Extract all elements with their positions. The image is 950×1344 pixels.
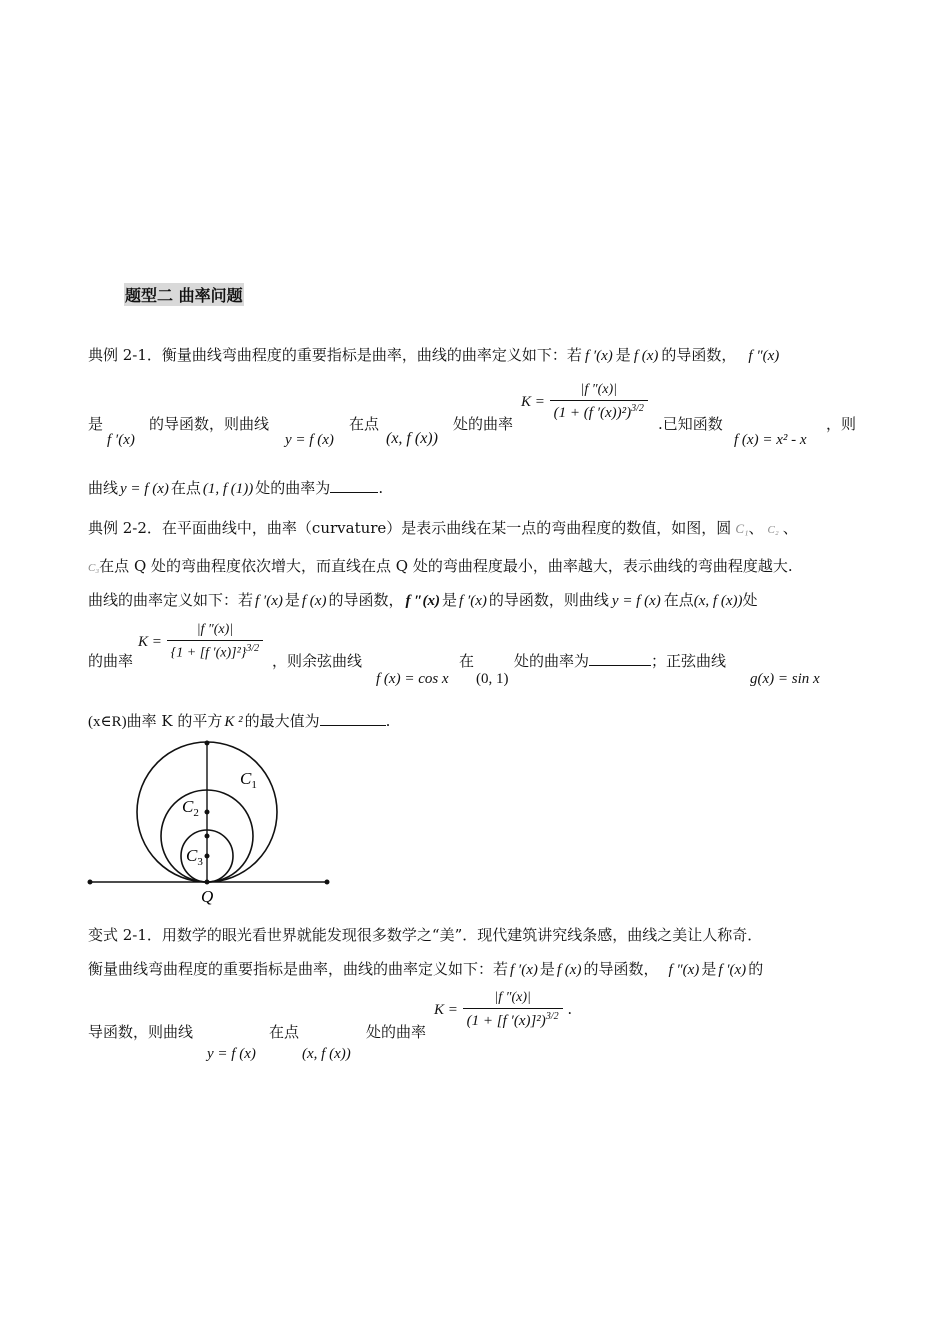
var21-l3a: 导函数，则曲线 — [88, 1023, 194, 1041]
ex21-l2d: 处的曲率 — [453, 415, 514, 433]
ex22-answer-blank-2[interactable] — [320, 725, 386, 726]
ex22-curvature-formula: K = $\frac{|f ''(x)|}{\{1 + [f '(x)]^2\}^{3/2}}$ — [138, 622, 263, 662]
label-c2: $C_2$ — [182, 797, 199, 819]
ex21-fp2: f ′(x) — [107, 432, 135, 448]
ex22-line1: 典例 2-2．在平面曲线中，曲率（curvature）是表示曲线在某一点的弯曲程度的数值，如图，圆 C₁、 C₂ 、 — [88, 519, 798, 537]
ex21-l2f: ，则 — [826, 415, 857, 433]
var21-line1: 变式 2-1．用数学的眼光看世界就能发现很多数学之“美”．现代建筑讲究线条感，曲线之美让人称奇． — [88, 926, 763, 944]
ex22-cosf: f (x) = cos x — [376, 671, 449, 687]
var21-line2: 衡量曲线弯曲程度的重要指标是曲率，曲线的曲率定义如下：若 f ′(x) 是 f (x) 的导函数， f ″(x) 是 f ′(x) 的 — [88, 960, 764, 978]
section-heading: 题型二 曲率问题 — [124, 283, 244, 306]
ex22-sinf: g(x) = sin x — [750, 671, 820, 687]
ex21-answer-blank[interactable] — [330, 492, 378, 493]
ex21-yfx: y = f (x) — [285, 432, 334, 448]
c3-center-point — [205, 854, 210, 859]
ex21-func: f (x) = x² - x — [734, 432, 807, 448]
ex22-l4c: 在 — [459, 652, 475, 670]
c2-center-point — [205, 834, 210, 839]
ex21-line1: 典例 2-1．衡量曲线弯曲程度的重要指标是曲率，曲线的曲率定义如下：若 f ′(x) 是 f (x) 的导函数， f ″(x) — [88, 346, 780, 364]
c1-top-point — [205, 741, 210, 746]
ex22-l4a: 的曲率 — [88, 652, 134, 670]
var21-l3c: 处的曲率 — [366, 1023, 427, 1041]
point-q — [205, 880, 210, 885]
ex21-l2b: 的导函数，则曲线 — [149, 415, 270, 433]
ex21-l2c: 在点 — [349, 415, 380, 433]
ex21-l2a: 是 — [88, 415, 104, 433]
var21-pt: (x, f (x)) — [302, 1046, 351, 1062]
line-endpoint-right — [325, 880, 330, 885]
ex22-l4b: ，则余弦曲线 — [272, 652, 363, 670]
ex22-line3: 曲线的曲率定义如下：若 f ′(x) 是 f (x) 的导函数， f ″(x) 是 f ′(x) 的导函数，则曲线 y = f (x) 在点(x, f (x))处 — [88, 591, 758, 609]
label-c3: $C_3$ — [186, 846, 203, 868]
ex21-pt: (x, f (x)) — [386, 430, 438, 447]
ex22-line2: C₃在点 Q 处的弯曲程度依次增大，而直线在点 Q 处的弯曲程度最小，曲率越大，表示曲线的弯曲程度越大. — [88, 557, 793, 575]
ex21-curvature-formula: K = $\frac{|f ''(x)|}{(1 + (f '(x))^2)^{3/2}}$ — [521, 382, 648, 422]
ex21-line3: 曲线 y = f (x) 在点 (1, f (1)) 处的曲率为 . — [88, 479, 384, 497]
tangent-circles-figure — [80, 734, 340, 910]
ex21-l2e: .已知函数 — [658, 415, 723, 433]
var21-l3b: 在点 — [269, 1023, 300, 1041]
ex22-p01: (0, 1) — [476, 671, 509, 687]
var21-curvature-formula: K = $\frac{|f ''(x)|}{(1 + [f '(x)]^2)^{3/2}}$ . — [434, 990, 573, 1029]
line-endpoint-left — [88, 880, 93, 885]
c1-center-point — [205, 810, 210, 815]
label-q: Q — [201, 887, 214, 906]
ex22-l4d-wrap: 处的曲率为 ；正弦曲线 — [514, 652, 727, 670]
ex22-answer-blank-1[interactable] — [589, 665, 651, 666]
var21-yfx: y = f (x) — [207, 1046, 256, 1062]
label-c1: $C_1$ — [240, 769, 257, 791]
ex22-line5: (x∈R)曲率 K 的平方 K ² 的最大值为 . — [88, 712, 391, 730]
